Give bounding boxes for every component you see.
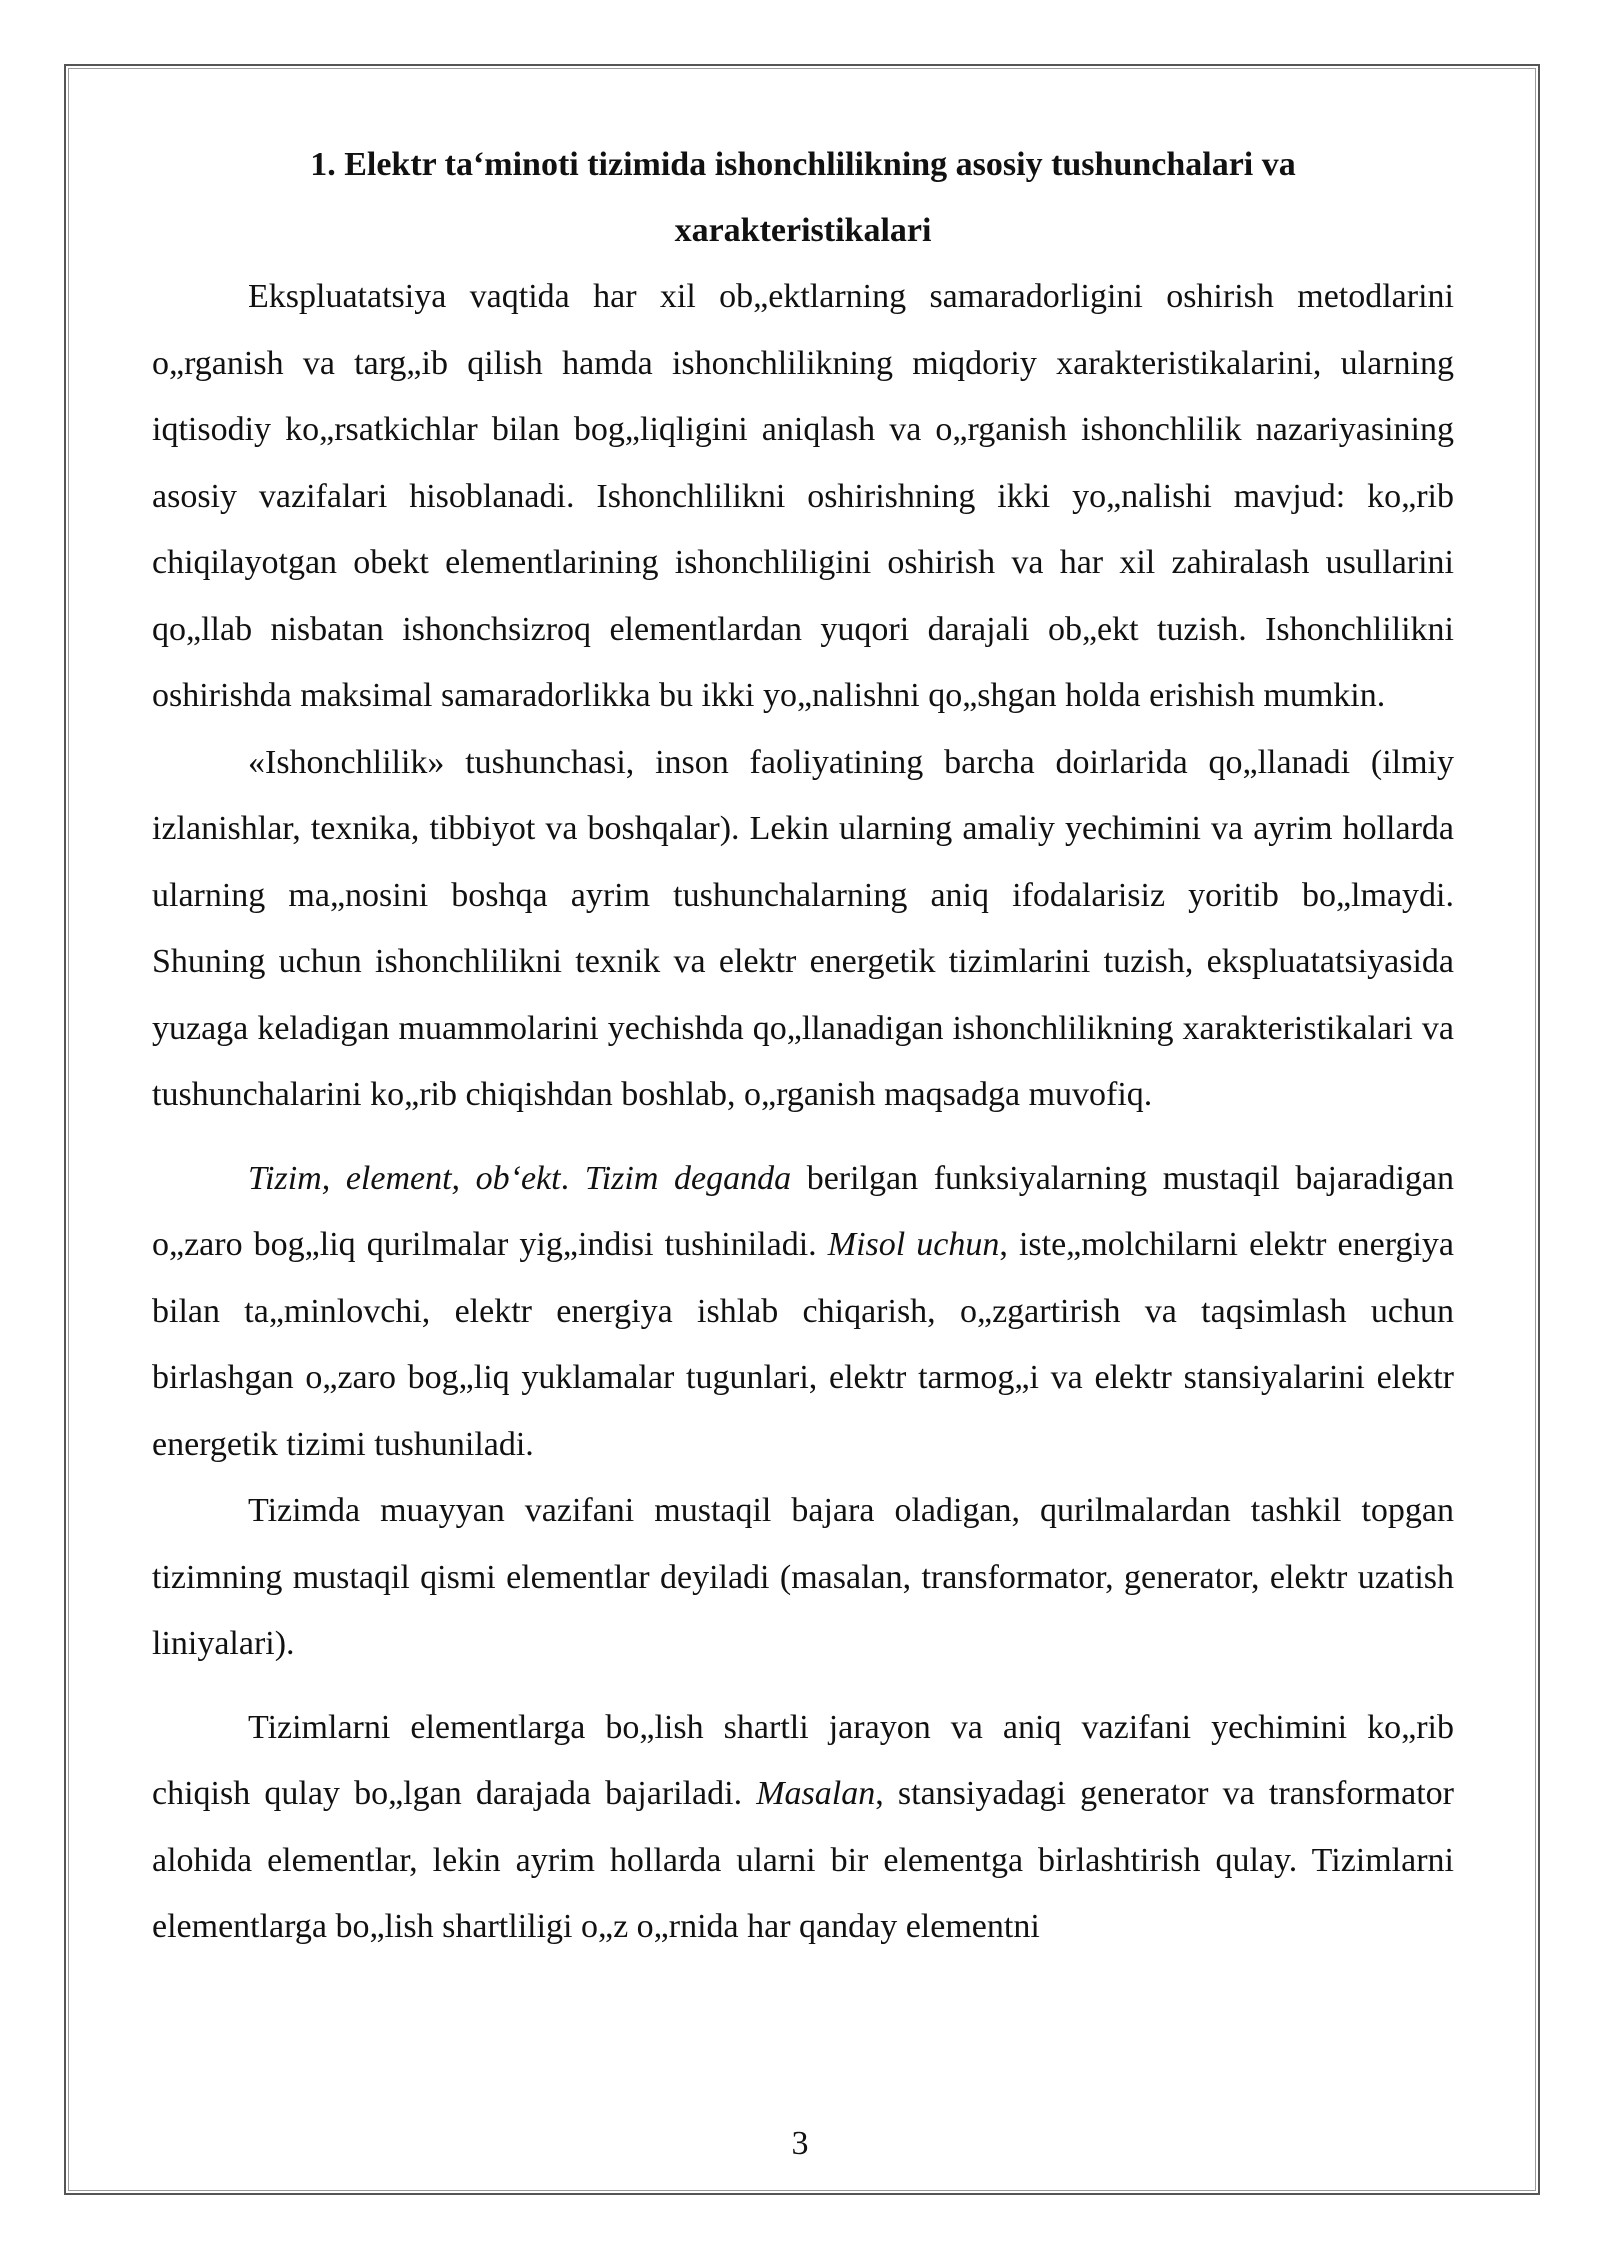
paragraph-1: Ekspluatatsiya vaqtida har xil ob„ektlarning samaradorligini oshirish metodlarini o„rganish va targ„ib qilish hamda ishonchlilikning miqdoriy xarakteristikalarini, ularning iqtisodiy ko„rsatkichlar bilan bog„liqligini aniqlash va o„rganish ishonchlilik nazariyasining asosiy vazifalari hisoblanadi. Ishonchlilikni oshirishning ikki yo„nalishi mavjud: ko„rib chiqilayotgan obekt elementlarining ishonchliligini oshirish va har xil zahiralash usullarini qo„llab nisbatan ishonchsizroq elementlardan yuqori darajali ob„ekt tuzish. Ishonchlilikni oshirishda maksimal samaradorlikka bu ikki yo„nalishni qo„shgan holda erishish mumkin. <box>152 278 1454 714</box>
term-system-element-object: Tizim, element, ob‘ekt <box>248 1159 561 1197</box>
paragraph-3-text-2: , iste„molchilarni elektr energiya bilan ta„minlovchi, elektr energiya ishlab chiqarish, o„zgartirish va taqsimlash uchun birlashgan o„zaro bog„liq yuklamalar tugunlari, elektr tarmog„i va elektr stansiyalarini elektr energetik tizimi tushuniladi. <box>152 1226 1454 1463</box>
section-heading <box>152 132 1454 264</box>
paragraph-5-text-2: , stansiyadagi generator va transformator alohida elementlar, lekin ayrim hollarda ularni bir elementga birlashtirish qulay. Tizimlarni elementlarga bo„lish shartliligi o„z o„rnida har qanday elementni <box>152 1775 1454 1945</box>
example-label-2: Masalan <box>756 1775 876 1812</box>
paragraph-5 <box>152 1695 1454 1961</box>
paragraph-2: «Ishonchlilik» tushunchasi, inson faoliyatining barcha doirlarida qo„llanadi (ilmiy izlanishlar, texnika, tibbiyot va boshqalar). Lekin ularning amaliy yechimini va ayrim hollarda ularning ma„nosini boshqa ayrim tushunchalarning aniq ifodalarisiz yoritib bo„lmaydi. Shuning uchun ishonchlilikni texnik va elektr energetik tizimlarini tuzish, ekspluatatsiyasida yuzaga keladigan muammolarini yechishda qo„llanadigan ishonchlilikning xarakteristikalari va tushunchalarini ko„rib chiqishdan boshlab, o„rganish maqsadga muvofiq. <box>152 743 1454 1113</box>
section-heading-line-2: xarakteristikalari <box>674 212 932 249</box>
term-system-definition: Tizim deganda <box>584 1159 792 1197</box>
term-separator: . <box>560 1159 585 1197</box>
paragraph-5-text-1: Tizimlarni elementlarga bo„lish shartli jarayon va aniq vazifani yechimini ko„rib chiqish qulay bo„lgan darajada bajariladi. <box>152 1708 1454 1812</box>
document-body <box>152 132 1454 1961</box>
section-heading-line-1: 1. Elektr ta‘minoti tizimida ishonchlilikning asosiy tushunchalari va <box>310 146 1296 183</box>
paragraph-3 <box>152 1146 1454 1479</box>
paragraph-4: Tizimda muayyan vazifani mustaqil bajara oladigan, qurilmalardan tashkil topgan tizimning mustaqil qismi elementlar deyiladi (masalan, transformator, generator, elektr uzatish liniyalari). <box>152 1492 1454 1662</box>
paragraph-3-text-1: berilgan funksiyalarning mustaqil bajaradigan o„zaro bog„liq qurilmalar yig„indisi tushiniladi. <box>152 1159 1454 1263</box>
page-number: 3 <box>791 2125 809 2162</box>
example-label: Misol uchun <box>827 1226 1000 1263</box>
